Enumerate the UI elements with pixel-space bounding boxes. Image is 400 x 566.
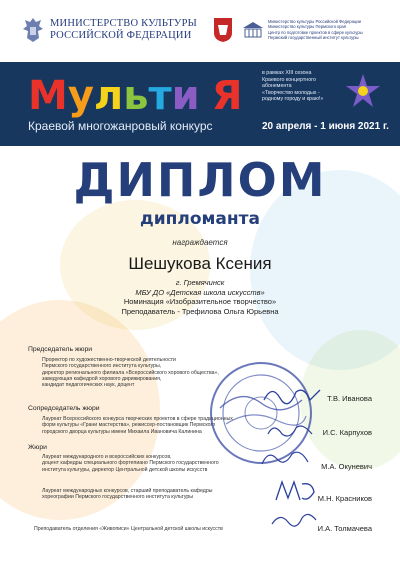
contest-subtitle: Краевой многожанровый конкурс	[28, 119, 213, 133]
description-line: хореографии Пермского государственного института культуры	[42, 494, 193, 501]
institute-building-icon	[242, 21, 264, 39]
recipient-details	[0, 278, 400, 316]
organizer-line: Пермский государственный институт культуры	[268, 35, 359, 41]
jury-chair-name: Т.В. Иванова	[327, 394, 372, 403]
logo-letter: ь	[123, 73, 149, 119]
recipient-school: МБУ ДО «Детская школа искусств»	[135, 287, 265, 297]
russia-emblem-icon	[22, 16, 44, 44]
jury-cochair-heading: Сопредседатель жюри	[28, 405, 100, 412]
contest-logo	[28, 74, 243, 118]
diploma-subtitle: дипломанта	[140, 209, 260, 229]
jury-heading: Жюри	[28, 444, 47, 451]
jury-cochair-name: И.С. Карпухов	[322, 428, 372, 437]
signature-karpukhov	[266, 420, 316, 442]
perm-coat-of-arms-icon	[213, 17, 233, 43]
description-line: кандидат педагогических наук, доцент	[42, 382, 135, 389]
ministry-name	[50, 18, 197, 42]
description-line: форм культуры «Грани мастерства», режиссер-постановщик Пермского	[42, 422, 216, 429]
description-line: Пермского государственного института культуры,	[42, 363, 162, 370]
organizer-line: Министерство культуры Российской Федерации	[268, 19, 362, 24]
signature-ivanova	[262, 382, 322, 408]
signature-okunevich	[258, 446, 312, 472]
nomination: Номинация «Изобразительное творчество»	[123, 297, 277, 307]
ministry-line: РОССИЙСКОЙ ФЕДЕРАЦИИ	[50, 30, 192, 41]
organizer-line: Центр по подготовке проектов в сфере культуры	[268, 29, 363, 35]
jury-member2-name: М.Н. Красников	[317, 494, 372, 503]
jury-member3-description	[34, 526, 256, 532]
awarded-label: награждается	[172, 238, 228, 247]
logo-letter: М	[28, 73, 68, 119]
season-note-line: абонемента	[262, 83, 292, 90]
jury-member3-name: И.А. Толмачева	[317, 524, 372, 533]
description-line: Проректор по художественно-творческой деятельности	[42, 357, 176, 363]
logo-letter: л	[93, 73, 124, 119]
logo-letter: у	[67, 73, 94, 119]
season-note-line: в рамках XIII сезона	[262, 70, 312, 76]
description-line: Преподаватель отделения «Живописи» Центральной детской школы искусств	[34, 526, 223, 532]
festival-star-logo-icon	[342, 70, 384, 112]
description-line: института культуры, директор Центральной детской школы искусств	[42, 466, 208, 473]
signature-tolmacheva	[268, 508, 318, 534]
logo-letter: и	[171, 73, 200, 119]
season-note	[262, 70, 344, 103]
logo-letter	[200, 74, 212, 118]
description-line: доцент кафедры специального фортепиано Пермского государственного	[42, 460, 219, 467]
ministry-line: МИНИСТЕРСТВО КУЛЬТУРЫ	[50, 18, 197, 29]
jury-member2-description	[42, 488, 264, 501]
description-line: Лауреат Всероссийского конкурса творческих проектов в сфере традиционных	[42, 416, 233, 422]
season-note-line: Краевого концертного	[262, 76, 316, 83]
organizer-line: Министерство культуры Пермского края	[268, 24, 347, 30]
recipient-city: г. Гремячинск	[175, 278, 225, 287]
description-line: директор регионального филиала «Всероссийского хорового общества»,	[42, 369, 219, 376]
teacher: Преподаватель - Трефилова Ольга Юрьевна	[121, 306, 279, 316]
organizers-list	[268, 19, 392, 41]
description-line: Лауреат международных конкурсов, старший преподаватель кафедры	[42, 488, 213, 494]
recipient-name: Шешукова Ксения	[128, 254, 272, 273]
description-line: заведующая кафедрой хорового дирижирования,	[42, 375, 162, 382]
season-note-line: «Творчество молодых -	[262, 89, 320, 96]
description-line: Лауреат международного и всероссийских конкурсов,	[42, 454, 172, 460]
jury-member1-name: М.А. Окуневич	[321, 462, 372, 471]
signature-krasnikov	[272, 478, 318, 506]
logo-letter: Я	[211, 73, 243, 119]
logo-letter: т	[148, 73, 172, 119]
season-note-line: родному городу и краю!»	[262, 96, 324, 103]
description-line: городского дворца культуры имени Михаила Ивановича Калинина	[42, 428, 202, 435]
diploma-title: ДИПЛОМ	[73, 153, 327, 207]
jury-chair-heading: Председатель жюри	[28, 346, 93, 353]
contest-dates: 20 апреля - 1 июня 2021 г.	[262, 121, 389, 132]
